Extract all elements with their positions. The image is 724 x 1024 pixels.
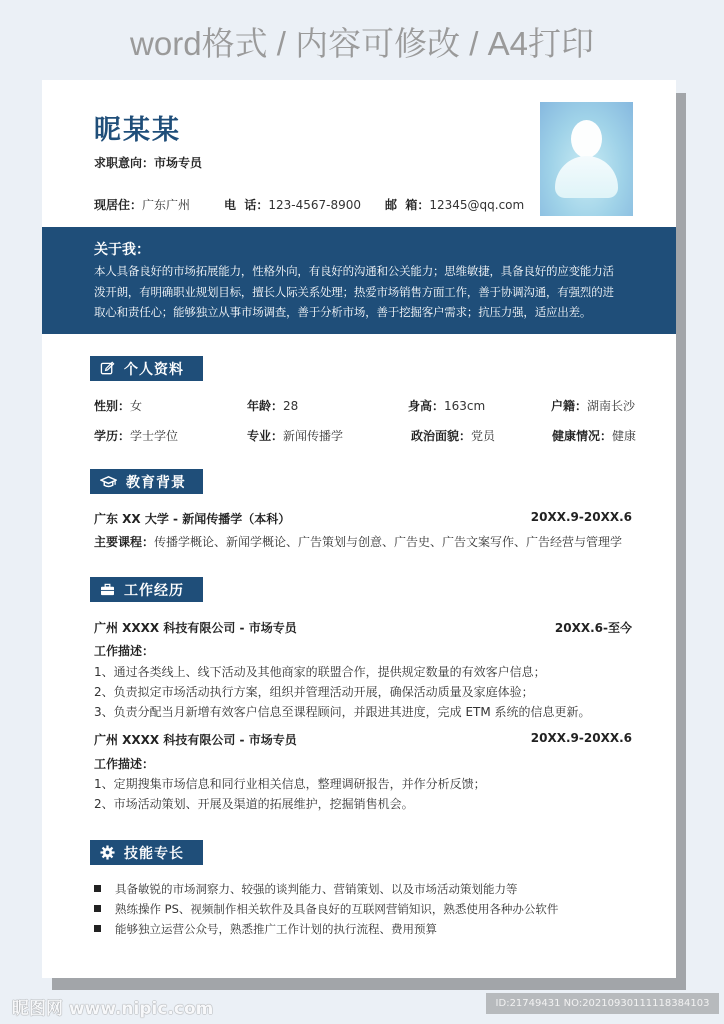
field-age: 年龄：28 [247,399,299,413]
field-health: 健康情况：健康 [552,429,637,443]
job-2-desc-label: 工作描述： [94,757,155,771]
field-major: 专业：新闻传播学 [247,429,344,443]
section-header-personal: 个人资料 [90,356,203,381]
field-degree: 学历：学士学位 [94,429,179,443]
field-height: 身高：163cm [408,399,486,413]
job-intent: 求职意向：市场专员 [94,156,203,170]
job-2-period: 20XX.9-20XX.6 [530,731,632,745]
job-1-item: 2、负责拟定市场活动执行方案，组织并管理活动开展，确保活动质量及家庭体验； [94,685,534,699]
field-gender: 性别：女 [94,399,143,413]
edit-icon [100,361,115,376]
education-period: 20XX.9-20XX.6 [530,510,632,524]
bullet-square-icon [94,905,101,912]
about-me-section [42,227,676,334]
bullet-square-icon [94,885,101,892]
template-banner: word格式 / 内容可修改 / A4打印 [130,25,594,62]
section-header-skills: 技能专长 [90,840,203,865]
job-1-company: 广州 XXXX 科技有限公司 - 市场专员 [94,621,297,635]
field-hukou: 户籍：湖南长沙 [551,399,636,413]
nipic-watermark: 昵图网 www.nipic.com [12,999,214,1019]
job-1-item: 3、负责分配当月新增有效客户信息至课程顾问，并跟进其进度，完成 ETM 系统的信息更新。 [94,705,591,719]
job-2-item: 2、市场活动策划、开展及渠道的拓展维护，挖掘销售机会。 [94,797,414,811]
section-header-education: 教育背景 [90,469,203,494]
job-2-item: 1、定期搜集市场信息和同行业相关信息，整理调研报告，并作分析反馈； [94,777,486,791]
job-1-item: 1、通过各类线上、线下活动及其他商家的联盟合作，提供规定数量的有效客户信息； [94,665,546,679]
skill-item: 熟练操作 PS、视频制作相关软件及具备良好的互联网营销知识，熟悉使用各种办公软件 [94,901,558,917]
candidate-name: 昵某某 [94,115,181,146]
job-1-desc-label: 工作描述： [94,644,155,658]
resume-page [42,80,676,978]
section-header-work: 工作经历 [90,577,203,602]
skill-item: 具备敏锐的市场洞察力、较强的谈判能力、营销策划、以及市场活动策划能力等 [94,881,518,897]
about-title: 关于我： [94,242,150,258]
residence: 现居住：广东广州 [94,198,191,212]
briefcase-icon [100,583,115,596]
job-2-company: 广州 XXXX 科技有限公司 - 市场专员 [94,733,297,747]
graduation-cap-icon [100,475,117,489]
user-avatar-icon [540,102,633,216]
field-political-status: 政治面貌：党员 [411,429,496,443]
education-courses: 主要课程：传播学概论、新闻学概论、广告策划与创意、广告史、广告文案写作、广告经营与管理学 [94,535,623,549]
job-1-period: 20XX.6-至今 [554,621,632,635]
about-text: 本人具备良好的市场拓展能力，性格外向，有良好的沟通和公关能力；思维敏捷，具备良好的应变能力活泼开朗，有明确职业规划目标，擅长人际关系处理；热爱市场销售方面工作，善于协调沟通，有强烈的进取心和责任心；能够独立从事市场调查，善于分析市场，善于挖掘客户需求；抗压力强，适应出差。 [94,264,614,319]
education-school: 广东 XX 大学 - 新闻传播学（本科） [94,512,291,526]
image-id-label: ID:21749431 NO:20210930111118384103 [486,993,719,1014]
gear-icon [100,845,115,860]
skill-item: 能够独立运营公众号，熟悉推广工作计划的执行流程、费用预算 [94,921,437,937]
email: 邮 箱：12345@qq.com [385,198,525,212]
bullet-square-icon [94,925,101,932]
phone: 电 话：123-4567-8900 [224,198,362,212]
